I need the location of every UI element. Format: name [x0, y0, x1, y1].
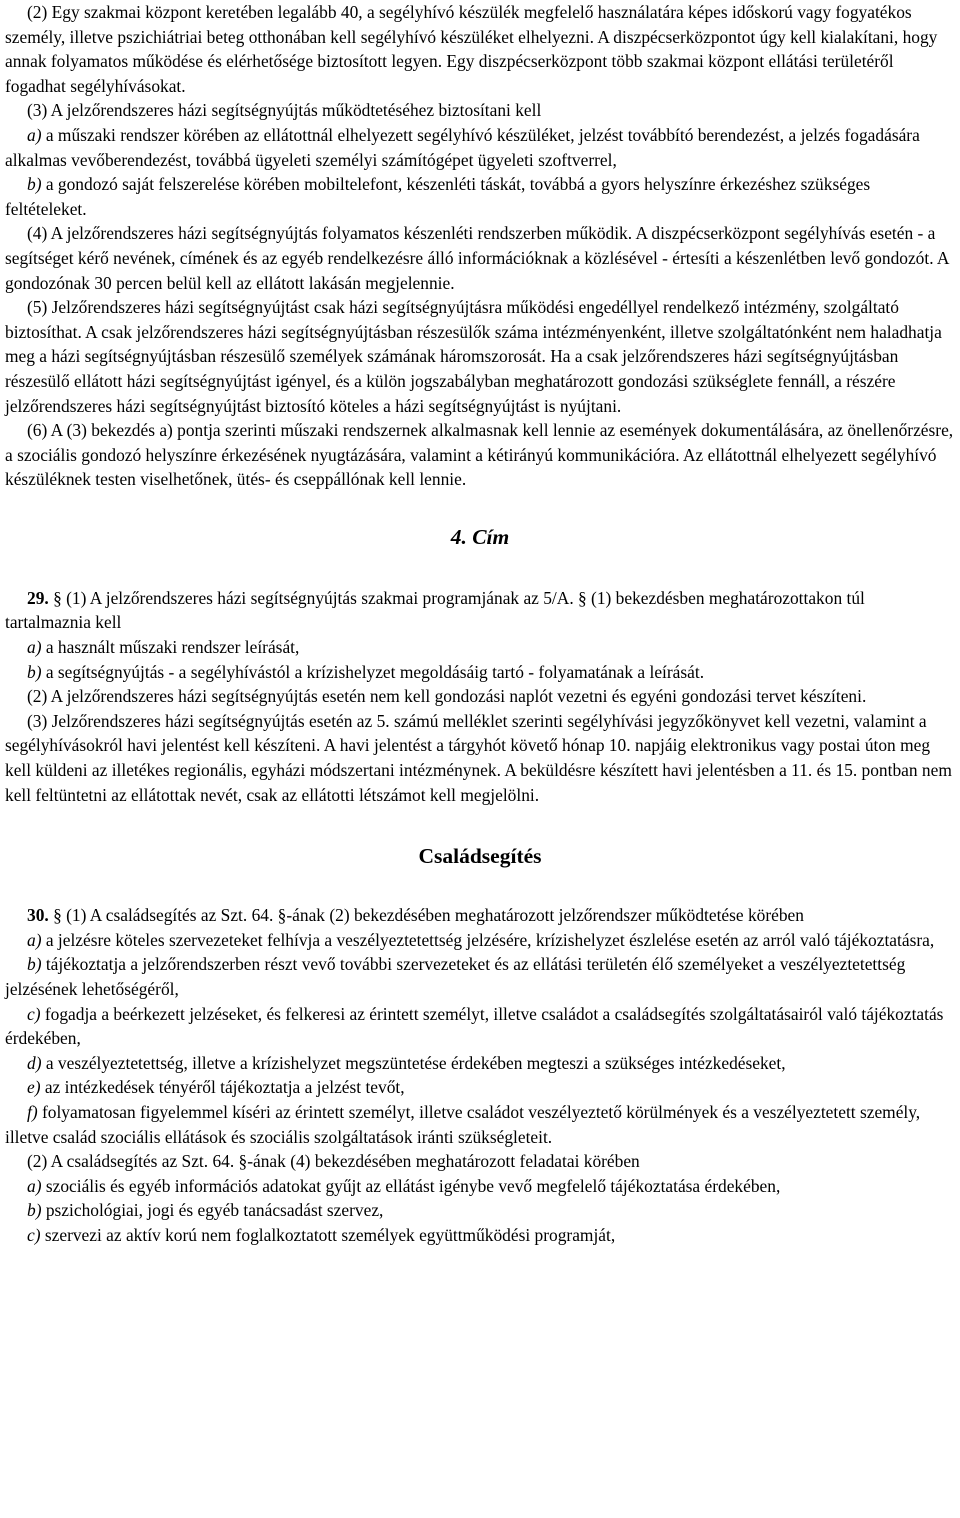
section-30-lead	[5, 903, 955, 928]
item-text: pszichológiai, jogi és egyéb tanácsadást szervez,	[41, 1200, 384, 1221]
item-letter: a)	[27, 124, 42, 145]
list-item	[5, 1051, 955, 1076]
chapter-heading: 4. Cím	[450, 524, 510, 549]
item-text: a segítségnyújtás - a segélyhívástól a krízishelyzet megoldásáig tartó - folyamatának a leírását.	[41, 661, 705, 682]
item-text: szervezi az aktív korú nem foglalkoztatott személyek együttműködési programját,	[40, 1224, 616, 1245]
item-letter: b)	[27, 954, 42, 975]
item-text: a gondozó saját felszerelése körében mobiltelefont, készenléti táskát, továbbá a gyors helyszínre érkezéshez szükséges feltételeket.	[5, 174, 871, 219]
item-text: a használt műszaki rendszer leírását,	[41, 637, 300, 658]
item-letter: b)	[27, 1200, 42, 1221]
paragraph-3: (3) A jelzőrendszeres házi segítségnyújtás működtetéséhez biztosítani kell	[27, 100, 542, 121]
paragraph-2: (2) Egy szakmai központ keretében legalább 40, a segélyhívó készülék megfelelő használatára képes időskorú vagy fogyatékos személy, illetve pszichiátriai beteg otthonában kell segélyhívó készüléket elhelyezni. A diszpécserközpontot úgy kell kialakítani, hogy annak folyamatos működése és elérhetősége biztosított legyen. Egy diszpécserközpont több szakmai központ ellátási területéről fogadhat segélyhívásokat.	[5, 2, 938, 96]
section-29-lead	[5, 586, 955, 635]
list-item	[5, 635, 955, 660]
item-letter: a)	[27, 929, 42, 950]
item-text: szociális és egyéb információs adatokat gyűjt az ellátást igénybe vevő megfelelő tájékoztatása érdekében,	[41, 1175, 781, 1196]
section-29-paragraph-3: (3) Jelzőrendszeres házi segítségnyújtás esetén az 5. számú melléklet szerinti segélyhívási jegyzőkönyvet kell vezetni, valamint a segélyhívásokról havi jelentést kell készíteni. A havi jelentést a tárgyhót követő hónap 10. napjáig elektronikus vagy postai úton meg kell küldeni az illetékes regionális, egyházi módszertani intézménynek. A beküldésre készített havi jelentésben a 11. és 15. pontban nem kell feltüntetni az ellátottak nevét, csak az ellátotti létszámot kell megjelölni.	[5, 710, 952, 805]
paragraph-4: (4) A jelzőrendszeres házi segítségnyújtás folyamatos készenléti rendszerben működik. A diszpécserközpont segélyhívás esetén - a segítséget kérő nevének, címének és az egyéb rendelkezésre álló információknak a közlésével - értesíti a készenlétben levő gondozót. A gondozónak 30 percen belül kell az ellátott lakásán megjelennie.	[5, 223, 949, 293]
item-text: az intézkedések tényéről tájékoztatja a jelzést tevőt,	[40, 1077, 405, 1098]
list-item	[5, 928, 955, 953]
item-letter: a)	[27, 1175, 42, 1196]
list-item	[5, 1002, 955, 1051]
list-item	[5, 1075, 955, 1100]
item-letter: b)	[27, 661, 42, 682]
list-item	[5, 172, 955, 221]
section-number: 30.	[27, 905, 49, 926]
item-text: a veszélyeztetettség, illetve a krízishelyzet megszüntetése érdekében megteszi a szükséges intézkedéseket,	[41, 1052, 786, 1073]
item-letter: d)	[27, 1052, 42, 1073]
item-letter: c)	[27, 1003, 41, 1024]
section-lead-text: § (1) A családsegítés az Szt. 64. §-ának (2) bekezdésében meghatározott jelzőrendszer működtetése körében	[48, 905, 804, 926]
list-item	[5, 1223, 955, 1248]
item-letter: b)	[27, 174, 42, 195]
item-letter: e)	[27, 1077, 41, 1098]
list-item	[5, 1198, 955, 1223]
list-item	[5, 660, 955, 685]
section-30-paragraph-2: (2) A családsegítés az Szt. 64. §-ának (4) bekezdésében meghatározott feladatai körében	[27, 1151, 640, 1172]
item-letter: a)	[27, 637, 42, 658]
section-number: 29.	[27, 587, 49, 608]
list-item	[5, 1100, 955, 1149]
list-item	[5, 123, 955, 172]
item-text: tájékoztatja a jelzőrendszerben részt vevő további szervezeteket és az ellátási területén élő személyeket a veszélyeztetettség jelzésének lehetőségéről,	[5, 954, 906, 999]
section-lead-text: § (1) A jelzőrendszeres házi segítségnyújtás szakmai programjának az 5/A. § (1) bekezdésben meghatározottakon túl tartalmaznia kell	[5, 587, 865, 633]
list-item	[5, 1174, 955, 1199]
paragraph-5: (5) Jelzőrendszeres házi segítségnyújtást csak házi segítségnyújtásra működési engedéllyel rendelkező intézmény, szolgáltató biztosíthat. A csak jelzőrendszeres házi segítségnyújtásban részesülők száma intézményenként, illetve szolgáltatónként nem haladhatja meg a házi segítségnyújtásban részesülő személyek számának háromszorosát. Ha a csak jelzőrendszeres házi segítségnyújtásban részesülő ellátott házi segítségnyújtást igényel, és a külön jogszabályban meghatározott gondozási szükséglete fennáll, a részére jelzőrendszeres házi segítségnyújtást biztosító köteles a házi segítségnyújtást is nyújtani.	[5, 297, 942, 416]
item-text: fogadja a beérkezett jelzéseket, és felkeresi az érintett személyt, illetve családot a családsegítés szolgáltatásairól való tájékoztatás érdekében,	[5, 1003, 944, 1049]
section-29-paragraph-2: (2) A jelzőrendszeres házi segítségnyújtás esetén nem kell gondozási naplót vezetni és egyéni gondozási tervet készíteni.	[27, 686, 867, 707]
list-item	[5, 952, 955, 1001]
item-letter: f)	[27, 1101, 38, 1122]
section-heading: Családsegítés	[418, 844, 542, 869]
item-letter: c)	[27, 1224, 41, 1245]
paragraph-6: (6) A (3) bekezdés a) pontja szerinti műszaki rendszernek alkalmasnak kell lennie az események dokumentálására, az önellenőrzésre, a szociális gondozó helyszínre érkezésének nyugtázására, valamint a kétirányú kommunikációra. Az ellátottnál elhelyezett segélyhívó készüléknek testen viselhetőnek, ütés- és cseppállónak kell lennie.	[5, 420, 954, 490]
item-text: folyamatosan figyelemmel kíséri az érintett személyt, illetve családot veszélyeztető körülmények és a veszélyeztetett személy, illetve család szociális ellátások és szociális szolgáltatások iránti szükségleteit.	[5, 1101, 921, 1147]
item-text: a műszaki rendszer körében az ellátottnál elhelyezett segélyhívó készüléket, jelzést továbbító berendezést, a jelzés fogadására alkalmas vevőberendezést, továbbá ügyeleti személyi számítógépet ügyeleti szoftverrel,	[5, 124, 920, 170]
item-text: a jelzésre köteles szervezeteket felhívja a veszélyeztetettség jelzésére, krízishelyzet észlelése esetén az arról való tájékoztatásra,	[41, 929, 935, 950]
